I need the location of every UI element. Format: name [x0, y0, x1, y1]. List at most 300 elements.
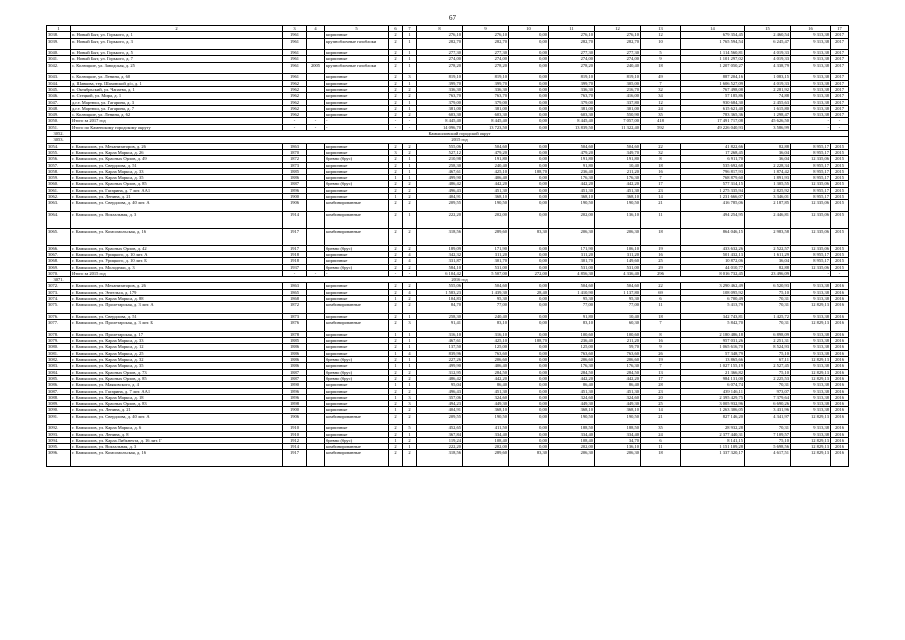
table-cell: 2015 — [831, 264, 849, 270]
table-cell: 12 — [641, 32, 681, 38]
table-cell: 74,88 — [745, 93, 791, 99]
table-cell: кирпичные — [325, 296, 389, 302]
table-cell: 1 305,55 — [745, 181, 791, 187]
address-cell: г. Камышлов, ул. Красных Орлов, д. 73 — [71, 369, 283, 375]
table-cell: 2 225,53 — [745, 375, 791, 381]
register-table — [46, 25, 849, 467]
address-cell: г. Камышлов, ул. Механизаторов, д. 26 — [71, 143, 283, 149]
table-cell: кирпичные — [325, 175, 389, 181]
table-cell: 276,10 — [463, 32, 509, 38]
table-cell: 5 842,70 — [681, 320, 745, 332]
table-cell: 2016 — [831, 296, 849, 302]
table-cell: 1 — [403, 444, 417, 450]
table-cell: 4 — [403, 289, 417, 295]
table-cell: 342 743,81 — [681, 313, 745, 319]
table-cell: 13 723,50 — [463, 124, 509, 130]
table-row — [47, 200, 849, 212]
table-row — [47, 62, 849, 74]
table-cell: 1900 — [283, 194, 307, 200]
table-cell: 1 425,72 — [745, 313, 791, 319]
table-cell: 1 — [403, 32, 417, 38]
table-cell: 783 365,36 — [681, 112, 745, 118]
table-cell: 399,70 — [417, 80, 463, 86]
column-number-cell: 15 — [745, 26, 791, 32]
table-cell: 12 335,06 — [791, 200, 831, 212]
table-cell: 2 — [403, 245, 417, 251]
table-cell: бревно (брус) — [325, 245, 389, 251]
address-cell: г. Камышлов, ул. Пролетарская, д. 3 лит. А — [71, 302, 283, 314]
table-cell: 2017 — [831, 38, 849, 50]
address-cell: п. Новый Быт, ул. Горького, д. 5 — [71, 50, 283, 56]
table-cell: 0,00 — [509, 401, 549, 407]
table-cell: 49 — [641, 74, 681, 80]
table-cell: кирпичные — [325, 382, 389, 388]
row-number-cell: 3069. — [47, 264, 71, 270]
table-cell: 28 — [641, 382, 681, 388]
table-cell: 763,70 — [549, 93, 595, 99]
table-cell: 209,55 — [417, 413, 463, 425]
table-cell: 494,23 — [417, 401, 463, 407]
table-cell: 18 — [641, 228, 681, 245]
table-cell: 1962 — [283, 93, 307, 99]
table-cell: 2 — [389, 99, 403, 105]
table-cell: 1 — [403, 38, 417, 50]
table-cell: 6 074,74 — [681, 382, 745, 388]
table-cell: 1870 — [283, 149, 307, 155]
table-cell: 77,00 — [595, 302, 641, 314]
table-cell: 451,30 — [549, 187, 595, 193]
table-cell: 2015 — [831, 251, 849, 257]
column-number-cell: 2 — [71, 26, 283, 32]
table-cell: 35 — [641, 112, 681, 118]
row-number-cell: 3084. — [47, 369, 71, 375]
table-cell: 1 — [389, 331, 403, 337]
table-cell: 12 335,06 — [791, 211, 831, 228]
table-cell: 442,20 — [549, 375, 595, 381]
table-cell: 32 — [641, 86, 681, 92]
table-cell: 25 — [641, 258, 681, 264]
table-cell: 1 — [403, 80, 417, 86]
table-cell: 176,30 — [595, 363, 641, 369]
table-cell: - — [791, 118, 831, 124]
table-cell: 2015 — [831, 187, 849, 193]
table-cell: кирпичные — [325, 194, 389, 200]
table-cell: 7 379,64 — [745, 394, 791, 400]
table-cell: 1 231 666,07 — [681, 194, 745, 200]
address-cell: г. Камышлов, ул. Ленина, д. 8 — [71, 431, 283, 437]
table-cell: 2 — [389, 56, 403, 62]
table-cell: 108 095,92 — [681, 289, 745, 295]
table-cell: 451,30 — [463, 187, 509, 193]
table-cell: 189,09 — [417, 245, 463, 251]
table-cell: 22 — [641, 283, 681, 289]
table-cell: 0,00 — [509, 181, 549, 187]
table-cell: 34 — [641, 93, 681, 99]
table-cell: 336,30 — [549, 86, 595, 92]
table-cell: 442,20 — [463, 375, 509, 381]
address-cell: г. Камышлов, ул. Красных Орлов, д. 85 — [71, 181, 283, 187]
table-cell: 36,04 — [745, 258, 791, 264]
table-cell: 0,00 — [509, 211, 549, 228]
table-cell: 301,70 — [463, 258, 509, 264]
row-number-cell: 3051. — [47, 124, 71, 130]
table-cell: 2 — [389, 289, 403, 295]
table-cell: 404,91 — [417, 194, 463, 200]
table-cell: 119,24 — [417, 437, 463, 443]
table-cell: 615 621,40 — [681, 105, 745, 111]
table-cell: 2005 — [307, 62, 325, 74]
table-cell: 2016 — [831, 401, 849, 407]
table-cell: 1872 — [283, 302, 307, 314]
table-cell: 5 — [641, 50, 681, 56]
table-cell: 2 — [403, 264, 417, 270]
table-cell: 0,00 — [509, 162, 549, 168]
table-cell: 9 313,38 — [791, 74, 831, 80]
table-cell: 334,40 — [463, 431, 509, 437]
table-cell: 6 911,70 — [681, 156, 745, 162]
table-cell: 9 313,38 — [791, 80, 831, 86]
table-row — [47, 38, 849, 50]
table-cell: 486,42 — [417, 375, 463, 381]
table-cell: 277,30 — [549, 50, 595, 56]
table-cell: 2017 — [831, 50, 849, 56]
table-cell: 763,70 — [417, 93, 463, 99]
table-cell: 17 268,45 — [681, 149, 745, 155]
table-cell: кирпичные — [325, 431, 389, 437]
table-cell: 14 096,70 — [417, 124, 463, 130]
table-cell: 8 955,17 — [791, 149, 831, 155]
table-cell: 1912 — [283, 437, 307, 443]
table-cell: 2 — [403, 388, 417, 394]
table-cell: 10,40 — [595, 162, 641, 168]
table-cell: 36,04 — [745, 156, 791, 162]
table-cell: 1868 — [283, 296, 307, 302]
table-cell: 416,00 — [595, 93, 641, 99]
table-cell: 496,43 — [417, 187, 463, 193]
table-cell: комбинированные — [325, 211, 389, 228]
table-cell: 6 — [641, 437, 681, 443]
table-cell: 324,60 — [549, 394, 595, 400]
table-cell: 7 — [641, 80, 681, 86]
table-cell: 1910 — [283, 431, 307, 437]
table-cell: 4 019,33 — [745, 50, 791, 56]
column-number-cell: 14 — [681, 26, 745, 32]
table-cell: 12 — [641, 99, 681, 105]
table-cell: 592 — [641, 124, 681, 130]
table-cell: 1906 — [283, 200, 307, 212]
table-cell: 819,10 — [417, 74, 463, 80]
table-cell: 1887 — [283, 375, 307, 381]
table-cell: 240,40 — [595, 62, 641, 74]
table-cell: 202,00 — [463, 211, 509, 228]
row-number-cell: 3053. — [47, 137, 71, 143]
table-cell: 70,31 — [745, 302, 791, 314]
table-cell: 2016 — [831, 344, 849, 350]
table-cell: 318,56 — [417, 228, 463, 245]
table-cell: 10 — [641, 38, 681, 50]
table-cell: 70,31 — [745, 320, 791, 332]
table-cell: 449,30 — [463, 401, 509, 407]
row-number-cell: 3074. — [47, 296, 71, 302]
table-cell: 2 — [389, 251, 403, 257]
table-cell: 7 109,57 — [745, 431, 791, 437]
table-cell: 2 — [389, 162, 403, 168]
table-cell: 57 185,86 — [681, 93, 745, 99]
table-cell: 4 019,33 — [745, 56, 791, 62]
table-cell: 531,00 — [549, 264, 595, 270]
table-cell: кирпичные — [325, 251, 389, 257]
table-cell: 12 829,13 — [791, 320, 831, 332]
table-cell: 2016 — [831, 437, 849, 443]
table-cell: бревно (брус) — [325, 375, 389, 381]
table-cell: 13 — [641, 369, 681, 375]
table-cell: 796 817,93 — [681, 168, 745, 174]
table-cell: 2 187,85 — [745, 200, 791, 212]
address-cell: д. Шавкова, тер. Шаховской д/о, д. 1 — [71, 80, 283, 86]
table-cell: 2 — [389, 105, 403, 111]
row-number-cell: 3076. — [47, 313, 71, 319]
table-cell: 504,60 — [463, 143, 509, 149]
row-number-cell: 3081. — [47, 350, 71, 356]
table-cell: 32 — [641, 149, 681, 155]
table-cell: 0,00 — [509, 74, 549, 80]
table-cell: 2016 — [831, 394, 849, 400]
table-cell: 0,00 — [509, 369, 549, 375]
table-cell: кирпичные — [325, 344, 389, 350]
table-cell: 406,40 — [463, 363, 509, 369]
table-cell: 171,90 — [549, 245, 595, 251]
table-cell: 240,40 — [463, 313, 509, 319]
table-cell: 3 005 932,96 — [681, 401, 745, 407]
table-cell: кирпичные — [325, 50, 389, 56]
address-cell: с. Колюцкие, ул. Ленина, д. 62 — [71, 112, 283, 118]
table-cell: комбинированные — [325, 444, 389, 450]
table-cell: 0,00 — [509, 93, 549, 99]
table-cell: 3 — [389, 149, 403, 155]
table-cell: 399,70 — [549, 80, 595, 86]
table-cell: 191,80 — [595, 156, 641, 162]
table-cell: 289,60 — [463, 450, 509, 467]
table-cell: 0,00 — [509, 99, 549, 105]
table-cell: 18 — [641, 313, 681, 319]
table-cell: 95,30 — [463, 296, 509, 302]
table-cell: 2 180 486,18 — [681, 331, 745, 337]
table-cell: 34,70 — [595, 437, 641, 443]
table-cell: 2015 — [831, 228, 849, 245]
table-cell: 0,00 — [509, 320, 549, 332]
table-cell: 433 632,26 — [681, 245, 745, 251]
table-cell: 449,30 — [549, 401, 595, 407]
table-cell: 82,88 — [745, 264, 791, 270]
table-cell: 368,10 — [595, 407, 641, 413]
table-cell: 1918 — [283, 258, 307, 264]
table-row — [47, 413, 849, 425]
table-cell: 1885 — [283, 168, 307, 174]
address-cell: г. Камышлов, ул. Энгельса, д. 179 — [71, 289, 283, 295]
table-cell: кирпичные — [325, 143, 389, 149]
table-cell: кирпичные — [325, 80, 389, 86]
row-number-cell: 3093. — [47, 431, 71, 437]
table-cell: 2 — [389, 425, 403, 431]
table-cell: крупноблочные газоблоки — [325, 38, 389, 50]
table-cell: 2 — [403, 149, 417, 155]
row-number-cell: 3058. — [47, 168, 71, 174]
table-cell: 0,00 — [509, 363, 549, 369]
table-cell: 9 313,38 — [791, 112, 831, 118]
row-number-cell: 3038. — [47, 32, 71, 38]
table-cell: 2 825,92 — [745, 187, 791, 193]
table-cell: 1896 — [283, 187, 307, 193]
table-cell: 206,30 — [549, 450, 595, 467]
address-cell: г. Камышлов, ул. Карла Маркса, д. 33 — [71, 338, 283, 344]
table-cell: 9 313,38 — [791, 86, 831, 92]
table-cell: 416 785,06 — [681, 200, 745, 212]
table-cell: 2015 — [831, 162, 849, 168]
table-cell: 1886 — [283, 363, 307, 369]
table-cell: 2017 — [831, 112, 849, 118]
table-cell: 0,00 — [509, 444, 549, 450]
table-cell: 1961 — [283, 74, 307, 80]
table-cell: 2015 — [831, 168, 849, 174]
table-cell: 41 822,66 — [681, 143, 745, 149]
table-cell: 6 520,93 — [745, 283, 791, 289]
table-cell: 7 057,00 — [595, 118, 641, 124]
table-cell: 258,30 — [417, 313, 463, 319]
table-cell: 1 207 050,27 — [681, 62, 745, 74]
table-cell: 368,10 — [549, 407, 595, 413]
table-cell: 2016 — [831, 425, 849, 431]
table-cell: 45 626,50 — [745, 118, 791, 124]
table-cell: 1890 — [283, 382, 307, 388]
table-cell: 381,00 — [549, 105, 595, 111]
table-cell: кирпичные — [325, 168, 389, 174]
table-cell: 35 — [641, 425, 681, 431]
table-cell: 274,00 — [549, 56, 595, 62]
table-cell: 16 — [641, 251, 681, 257]
table-cell: 83,10 — [549, 320, 595, 332]
table-cell: 16 — [641, 168, 681, 174]
table-cell: 8 955,17 — [791, 143, 831, 149]
table-cell: 2 — [389, 388, 403, 394]
table-cell: 36,04 — [745, 149, 791, 155]
row-number-cell: 3062. — [47, 194, 71, 200]
address-cell: г. Камышлов, ул. Карла Маркса, д. 18 — [71, 394, 283, 400]
table-cell: - — [389, 118, 403, 124]
table-cell: 202,00 — [549, 444, 595, 450]
column-number-cell: 7 — [403, 26, 417, 32]
table-cell: 11 — [641, 302, 681, 314]
address-cell: г. Камышлов, ул. Комсомольская, д. 16 — [71, 450, 283, 467]
table-cell — [307, 450, 325, 467]
table-cell: 1 298,47 — [745, 112, 791, 118]
table-cell: 4 — [403, 251, 417, 257]
table-cell: 0,00 — [509, 112, 549, 118]
address-cell: г. Камышлов, ул. Гагарина, д. 7 лит. АА1 — [71, 388, 283, 394]
table-cell: 3 290 462,49 — [681, 283, 745, 289]
table-cell: 2016 — [831, 388, 849, 394]
table-cell: кирпичные — [325, 350, 389, 356]
table-cell: 1 — [389, 296, 403, 302]
table-cell: 14 — [641, 194, 681, 200]
table-cell: 202,00 — [463, 444, 509, 450]
row-number-cell: 3086. — [47, 382, 71, 388]
table-cell: 531,00 — [595, 264, 641, 270]
row-number-cell: 3039. — [47, 38, 71, 50]
table-cell: 311,20 — [463, 251, 509, 257]
table-cell: 108,40 — [549, 437, 595, 443]
table-cell: 411,50 — [463, 425, 509, 431]
table-cell: комбинированные — [325, 450, 389, 467]
table-cell: 2 228,34 — [745, 162, 791, 168]
table-cell: 1 — [403, 50, 417, 56]
address-cell: г. Камышлов, ул. Карла Маркса, д. 26 — [71, 149, 283, 155]
section-heading-cell: Камышловский городской округ — [71, 131, 849, 137]
table-cell: кирпичные — [325, 112, 389, 118]
table-cell: 190,50 — [595, 200, 641, 212]
table-cell: - — [791, 124, 831, 130]
row-number-cell: 3061. — [47, 187, 71, 193]
table-cell: 14 — [641, 407, 681, 413]
table-cell: 188,70 — [509, 168, 549, 174]
table-cell: 86,40 — [595, 382, 641, 388]
table-cell: 0,00 — [509, 331, 549, 337]
table-cell: 188,70 — [509, 338, 549, 344]
table-cell: 318,56 — [417, 450, 463, 467]
table-cell: 2 395 429,75 — [681, 394, 745, 400]
table-cell: 13 839,50 — [549, 124, 595, 130]
row-number-cell: 3052. — [47, 131, 71, 137]
table-cell: 9 313,38 — [791, 50, 831, 56]
table-cell: 368,10 — [463, 407, 509, 413]
column-number-cell: 16 — [791, 26, 831, 32]
table-cell: 9 313,38 — [791, 289, 831, 295]
table-cell: 2015 — [831, 143, 849, 149]
table-cell: 451,30 — [595, 187, 641, 193]
table-cell: 418 — [641, 118, 681, 124]
table-cell: 75,10 — [745, 350, 791, 356]
table-cell: 2 — [389, 369, 403, 375]
address-cell: г. Камышлов, ул. Красных Орлов, д. 42 — [71, 245, 283, 251]
table-cell: бревно (брус) — [325, 357, 389, 363]
table-cell: 274,00 — [417, 56, 463, 62]
table-cell: 1887 — [283, 369, 307, 375]
address-cell: г. Камышлов, ул. Красных Орлов, д. 85 — [71, 375, 283, 381]
table-cell: 9 313,38 — [791, 388, 831, 394]
table-cell: 0,00 — [509, 50, 549, 56]
table-cell: 100,60 — [549, 331, 595, 337]
table-cell: кирпичные — [325, 32, 389, 38]
address-cell: г. Камышлов, ул. Карла Маркса, д. 6 — [71, 425, 283, 431]
address-cell: г. Камышлов, ул. Красных Орлов, д. 49 — [71, 156, 283, 162]
table-cell: 1900 — [283, 407, 307, 413]
table-cell: 77,00 — [549, 302, 595, 314]
table-cell: 2 — [403, 93, 417, 99]
table-cell: 0,00 — [509, 437, 549, 443]
table-cell: - — [403, 124, 417, 130]
table-cell: 12 829,13 — [791, 357, 831, 363]
address-cell: Итого за 2015 год — [71, 270, 283, 276]
table-cell: 1887 — [283, 181, 307, 187]
table-cell: 4 338,79 — [745, 62, 791, 74]
address-cell: г. Камышлов, ул. Гагарина, д. 7 лит. АА1 — [71, 187, 283, 193]
row-number-cell: 3083. — [47, 363, 71, 369]
table-cell: 499,90 — [417, 363, 463, 369]
table-cell: кирпичные — [325, 401, 389, 407]
table-cell: 2017 — [831, 105, 849, 111]
row-number-cell: 3055. — [47, 149, 71, 155]
table-cell: 211,20 — [595, 338, 641, 344]
table-row — [47, 450, 849, 467]
